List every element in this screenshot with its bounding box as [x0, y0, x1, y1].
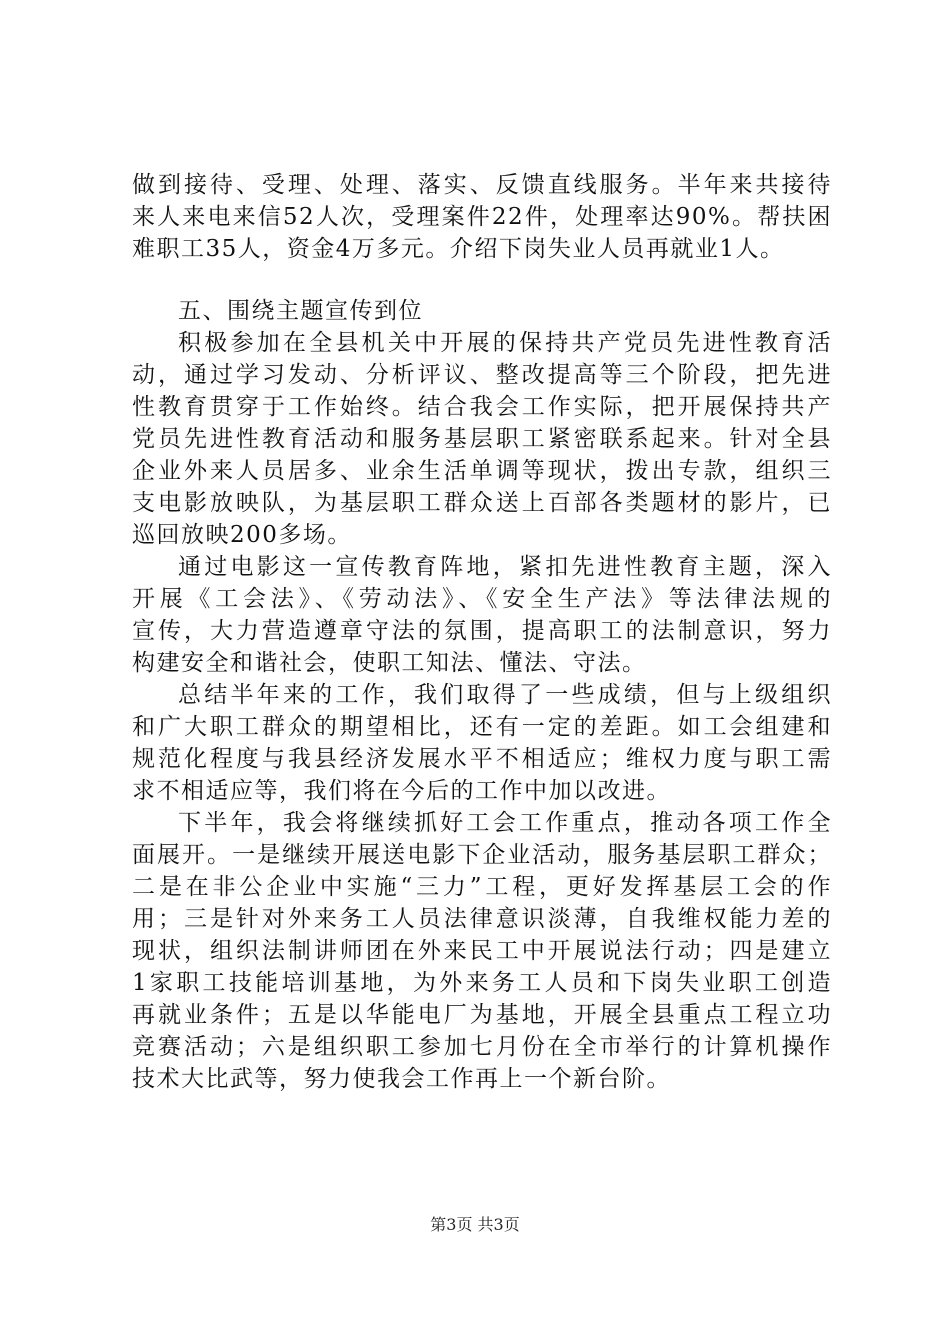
text-line: 宣传，大力营造遵章守法的氛围，提高职工的法制意识，努力	[132, 618, 832, 644]
text-line: 现状，组织法制讲师团在外来民工中开展说法行动；四是建立	[132, 938, 832, 964]
paragraph-first-line: 通过电影这一宣传教育阵地，紧扣先进性教育主题，深入	[178, 554, 832, 580]
text-line: 求不相适应等，我们将在今后的工作中加以改进。	[132, 778, 671, 804]
text-line: 再就业条件；五是以华能电厂为基地，开展全县重点工程立功	[132, 1002, 832, 1028]
text-line: 来人来电来信52人次，受理案件22件，处理率达90%。帮扶困	[132, 204, 832, 230]
text-line: 构建安全和谐社会，使职工知法、懂法、守法。	[132, 650, 647, 676]
text-line: 用；三是针对外来务工人员法律意识淡薄，自我维权能力差的	[132, 906, 832, 932]
paragraph-first-line: 总结半年来的工作，我们取得了一些成绩，但与上级组织	[178, 682, 832, 708]
text-line: 二是在非公企业中实施“三力”工程，更好发挥基层工会的作	[132, 874, 832, 900]
section-heading: 五、围绕主题宣传到位	[178, 298, 423, 324]
text-line: 企业外来人员居多、业余生活单调等现状，拨出专款，组织三	[132, 458, 832, 484]
text-line: 1家职工技能培训基地，为外来务工人员和下岗失业职工创造	[132, 970, 832, 996]
text-line: 面展开。一是继续开展送电影下企业活动，服务基层职工群众；	[132, 842, 832, 868]
text-line: 性教育贯穿于工作始终。结合我会工作实际，把开展保持共产	[132, 394, 832, 420]
page-footer: 第3页 共3页	[430, 1215, 520, 1234]
text-line: 规范化程度与我县经济发展水平不相适应；维权力度与职工需	[132, 746, 832, 772]
paragraph-first-line: 积极参加在全县机关中开展的保持共产党员先进性教育活	[178, 330, 832, 356]
text-line: 技术大比武等，努力使我会工作再上一个新台阶。	[132, 1066, 671, 1092]
text-line: 做到接待、受理、处理、落实、反馈直线服务。半年来共接待	[132, 172, 832, 198]
paragraph-first-line: 下半年，我会将继续抓好工会工作重点，推动各项工作全	[178, 810, 832, 836]
text-line: 支电影放映队，为基层职工群众送上百部各类题材的影片，已	[132, 490, 832, 516]
text-line: 开展《工会法》、《劳动法》、《安全生产法》等法律法规的	[132, 586, 832, 612]
text-line: 动，通过学习发动、分析评议、整改提高等三个阶段，把先进	[132, 362, 832, 388]
text-line: 和广大职工群众的期望相比，还有一定的差距。如工会组建和	[132, 714, 832, 740]
text-line: 竞赛活动；六是组织职工参加七月份在全市举行的计算机操作	[132, 1034, 832, 1060]
text-line: 难职工35人，资金4万多元。介绍下岗失业人员再就业1人。	[132, 236, 785, 262]
text-line: 党员先进性教育活动和服务基层职工紧密联系起来。针对全县	[132, 426, 832, 452]
text-line: 巡回放映200多场。	[132, 522, 352, 548]
